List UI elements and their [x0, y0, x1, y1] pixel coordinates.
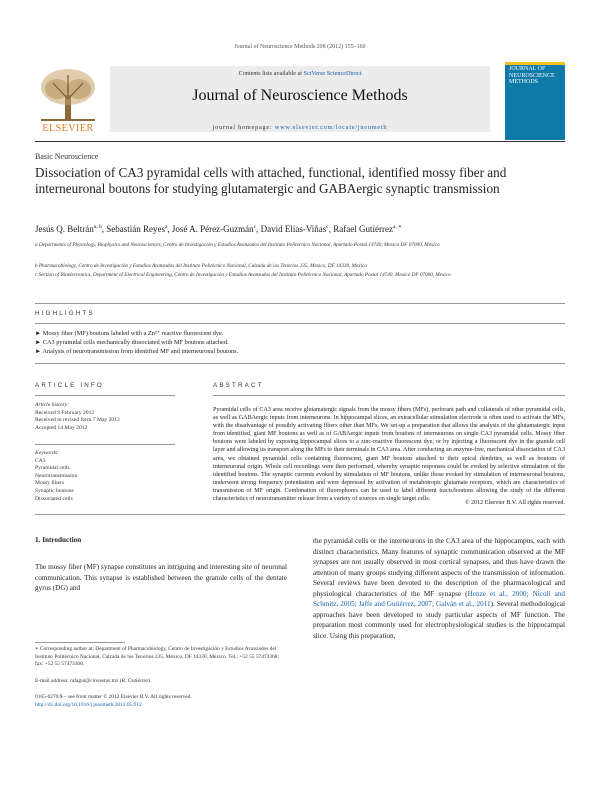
highlights-top-divider	[35, 303, 565, 304]
history-label: Article history:	[35, 402, 70, 408]
highlight-item: ► CA3 pyramidal cells mechanically dissociated with MF boutons attached.	[35, 339, 229, 346]
author[interactable]: Rafael Gutiérrez$^{a, ∗}$	[333, 224, 402, 234]
keywords-label: Keywords:	[35, 450, 60, 456]
affiliation-c: c Section of Bioelectronics, Department of Electrical Engineering, Centro de Investigación y Estudios Avanzados del Instituto Politécnico Nacional, Apartado Postal 14740, Mexico DF 07000, Mexico	[35, 272, 451, 278]
author[interactable]: David Elías-Viñas$^c$	[260, 224, 329, 234]
abstract-text: Pyramidal cells of CA3 area receive glutamatergic signals from the mossy fibers (MFs), perforant path and collaterals of other pyramidal cells, as well as GABAergic inputs from interneurons. In hippocampal slices, an extracellular stimulation electrode is often used to activate the MFs, with the disadvantage of possibly activating fibers other than MFs. We set-up a preparation that allows the analysis of the glutamatergic input from identified, giant MF boutons as well as of GABAergic inputs from boutons of interneurons on single CA3 pyramidal cells. Mossy fiber boutons were labeled by exposing hippocampal slices to a zinc-reactive fluorescent dye, or by injecting a fluorescent dye in the granule cell layer and allowing its transport along the MFs to their terminals in CA3 area. After conducting an enzyme-free, mechanical dissociation of CA3 area, we obtained pyramidal cells containing fluorescent, giant MF boutons attached to their apical dendrites, as well as boutons of interneuronal origin. Whole cell recordings were then performed, whereby synaptic responses could be evoked by selective stimulation of the identified boutons. The synaptic currents evoked by stimulation of MF boutons, unlike those evoked by stimulation of interneuronal boutons, underwent strong frequency potentiation and were depressed by activation of metabotropic glutamate receptors, which are characteristics of transmission of MF origin. Combination of fluorophores can be used to label different tracts/boutons allowing the study of the different characteristics of neurotransmitter release from a variety of sources on single target cells.	[213, 407, 565, 503]
author[interactable]: José A. Pérez-Guzmán$^c$	[171, 224, 257, 234]
author[interactable]: Jesús Q. Beltrán$^{a, b}$	[35, 224, 102, 234]
affiliation-a: a Departments of Physiology, Biophysics and Neurosciences, Centro de Investigación y Estudios Avanzados del Instituto Politécnico Nacional, Apartado Postal 14740, Mexico DF 07000, Mexico	[35, 242, 440, 248]
homepage-link[interactable]: www.elsevier.com/locate/jneumeth	[274, 124, 388, 131]
doi-line	[35, 702, 335, 710]
author-list: Jesús Q. Beltrán$^{a, b}$, Sebastián Reyes$^a$, José A. Pérez-Guzmán$^c$, David Elías-Viñas$^c$, Rafael Gutiérrez$^{a, ∗}$	[35, 224, 402, 234]
abstract-bottom-divider	[35, 514, 565, 515]
intro-left-column: The mossy fiber (MF) synapse constitutes an intriguing and interesting site of neuronal communication. This synapse is established between the granule cells of the dentate gyrus (DG) and	[35, 563, 287, 592]
abstract-copyright: © 2012 Elsevier B.V. All rights reserved.	[464, 500, 565, 506]
elsevier-wordmark: ELSEVIER	[42, 123, 94, 134]
contents-prefix: Contents lists available at	[238, 70, 302, 77]
keyword: Synaptic boutons	[35, 487, 74, 494]
highlight-item: ► Mossy fiber (MF) boutons labeled with a Zn²⁺ reactive fluorescent dye.	[35, 330, 224, 337]
journal-cover-thumbnail: JOURNAL OF NEUROSCIENCE METHODS	[505, 62, 565, 140]
homepage-prefix: journal homepage:	[212, 124, 273, 131]
footnote-divider	[35, 642, 125, 643]
corresponding-author-footnote: ∗ Corresponding author at: Department of Pharmacobiology, Centro de Investigación y Estudios Avanzados del Instituto Politécnico Nacional, Calzada de los Tenorios 235, México, DF 14330, Mexico. Tel.: +52 55 57473368; fax: +52 55 57473368.	[35, 646, 279, 668]
sciencedirect-link[interactable]: SciVerse ScienceDirect	[303, 70, 362, 77]
history-revised: Received in revised form 7 May 2012	[35, 417, 120, 424]
issn-line: 0165-0270/$ – see front matter © 2012 Elsevier B.V. All rights reserved.	[35, 694, 192, 700]
keywords-divider	[35, 444, 175, 445]
keyword: Pyramidal cells	[35, 465, 70, 472]
journal-title: Journal of Neuroscience Methods	[192, 87, 408, 104]
journal-homepage	[110, 124, 490, 131]
elsevier-tree-logo	[35, 67, 101, 123]
highlights-divider	[35, 323, 565, 324]
section-label: Basic Neuroscience	[35, 152, 99, 161]
journal-reference: Journal of Neuroscience Methods 208 (2012) 155–160	[234, 44, 366, 50]
history-accepted: Accepted 14 May 2012	[35, 424, 88, 431]
history-received: Received 9 February 2012	[35, 409, 95, 416]
article-title: Dissociation of CA3 pyramidal cells with attached, functional, identified mossy fiber and interneuronal boutons for studying glutamatergic and GABAergic synaptic transmission	[35, 165, 507, 196]
keywords	[35, 450, 175, 503]
contents-line	[110, 70, 490, 77]
header-divider	[35, 141, 565, 142]
highlights-bottom-divider	[35, 363, 565, 364]
article-info-heading: ARTICLE INFO	[35, 382, 104, 389]
keyword: CA3	[35, 457, 46, 464]
article-info-divider	[35, 395, 175, 396]
email-footnote: E-mail address: rafagut@cinvestav.mx (R. Gutiérrez).	[35, 678, 152, 684]
affiliation-b: b Pharmacobiology, Centro de Investigación y Estudios Avanzados del Instituto Politécnico Nacional, Calzada de los Tenorios 235, Mexico, DF 14330, Mexico	[35, 263, 367, 269]
abstract-heading: ABSTRACT	[213, 382, 264, 389]
abstract-divider	[213, 395, 565, 396]
intro-right-column: the pyramidal cells or the interneurons in the CA3 area of the hippocampus, each with distinct characteristics. Many features of synaptic communication observed at the MF synapses are not usually observed in most cortical synapses, and thus have drawn the attention of many groups studying different aspects of the transmission of information. Several reviews have been devoted to the description of the pharmacological and physiological characteristics of the MF synapse (Henze et al., 2000; Nicoll and Schmitz, 2005; Jaffe and Gutiérrez, 2007; Galván et al., 2011). Several methodological approaches have been developed to study particular aspects of MF function. The preparation most commonly used for electrophysiological studies is the hippocampal slice. Using this preparation,	[313, 537, 566, 640]
highlights-heading: HIGHLIGHTS	[35, 310, 95, 317]
keyword: Mossy fibers	[35, 480, 65, 487]
keyword: Neurotransmission	[35, 472, 78, 479]
doi-link[interactable]: http://dx.doi.org/10.1016/j.jneumeth.2012.05.012	[35, 702, 142, 708]
author[interactable]: Sebastián Reyes$^a$	[106, 224, 168, 234]
keyword: Dissociated cells	[35, 495, 73, 502]
highlight-item: ► Analysis of neurotransmission from identified MF and interneuronal boutons.	[35, 348, 239, 355]
article-history	[35, 402, 175, 432]
citation-links[interactable]: Henze et al., 2000; Nicoll and Schmitz, 2005; Jaffe and Gutiérrez, 2007; Galván et al., 2011	[313, 589, 566, 608]
introduction-heading: 1. Introduction	[35, 536, 82, 544]
